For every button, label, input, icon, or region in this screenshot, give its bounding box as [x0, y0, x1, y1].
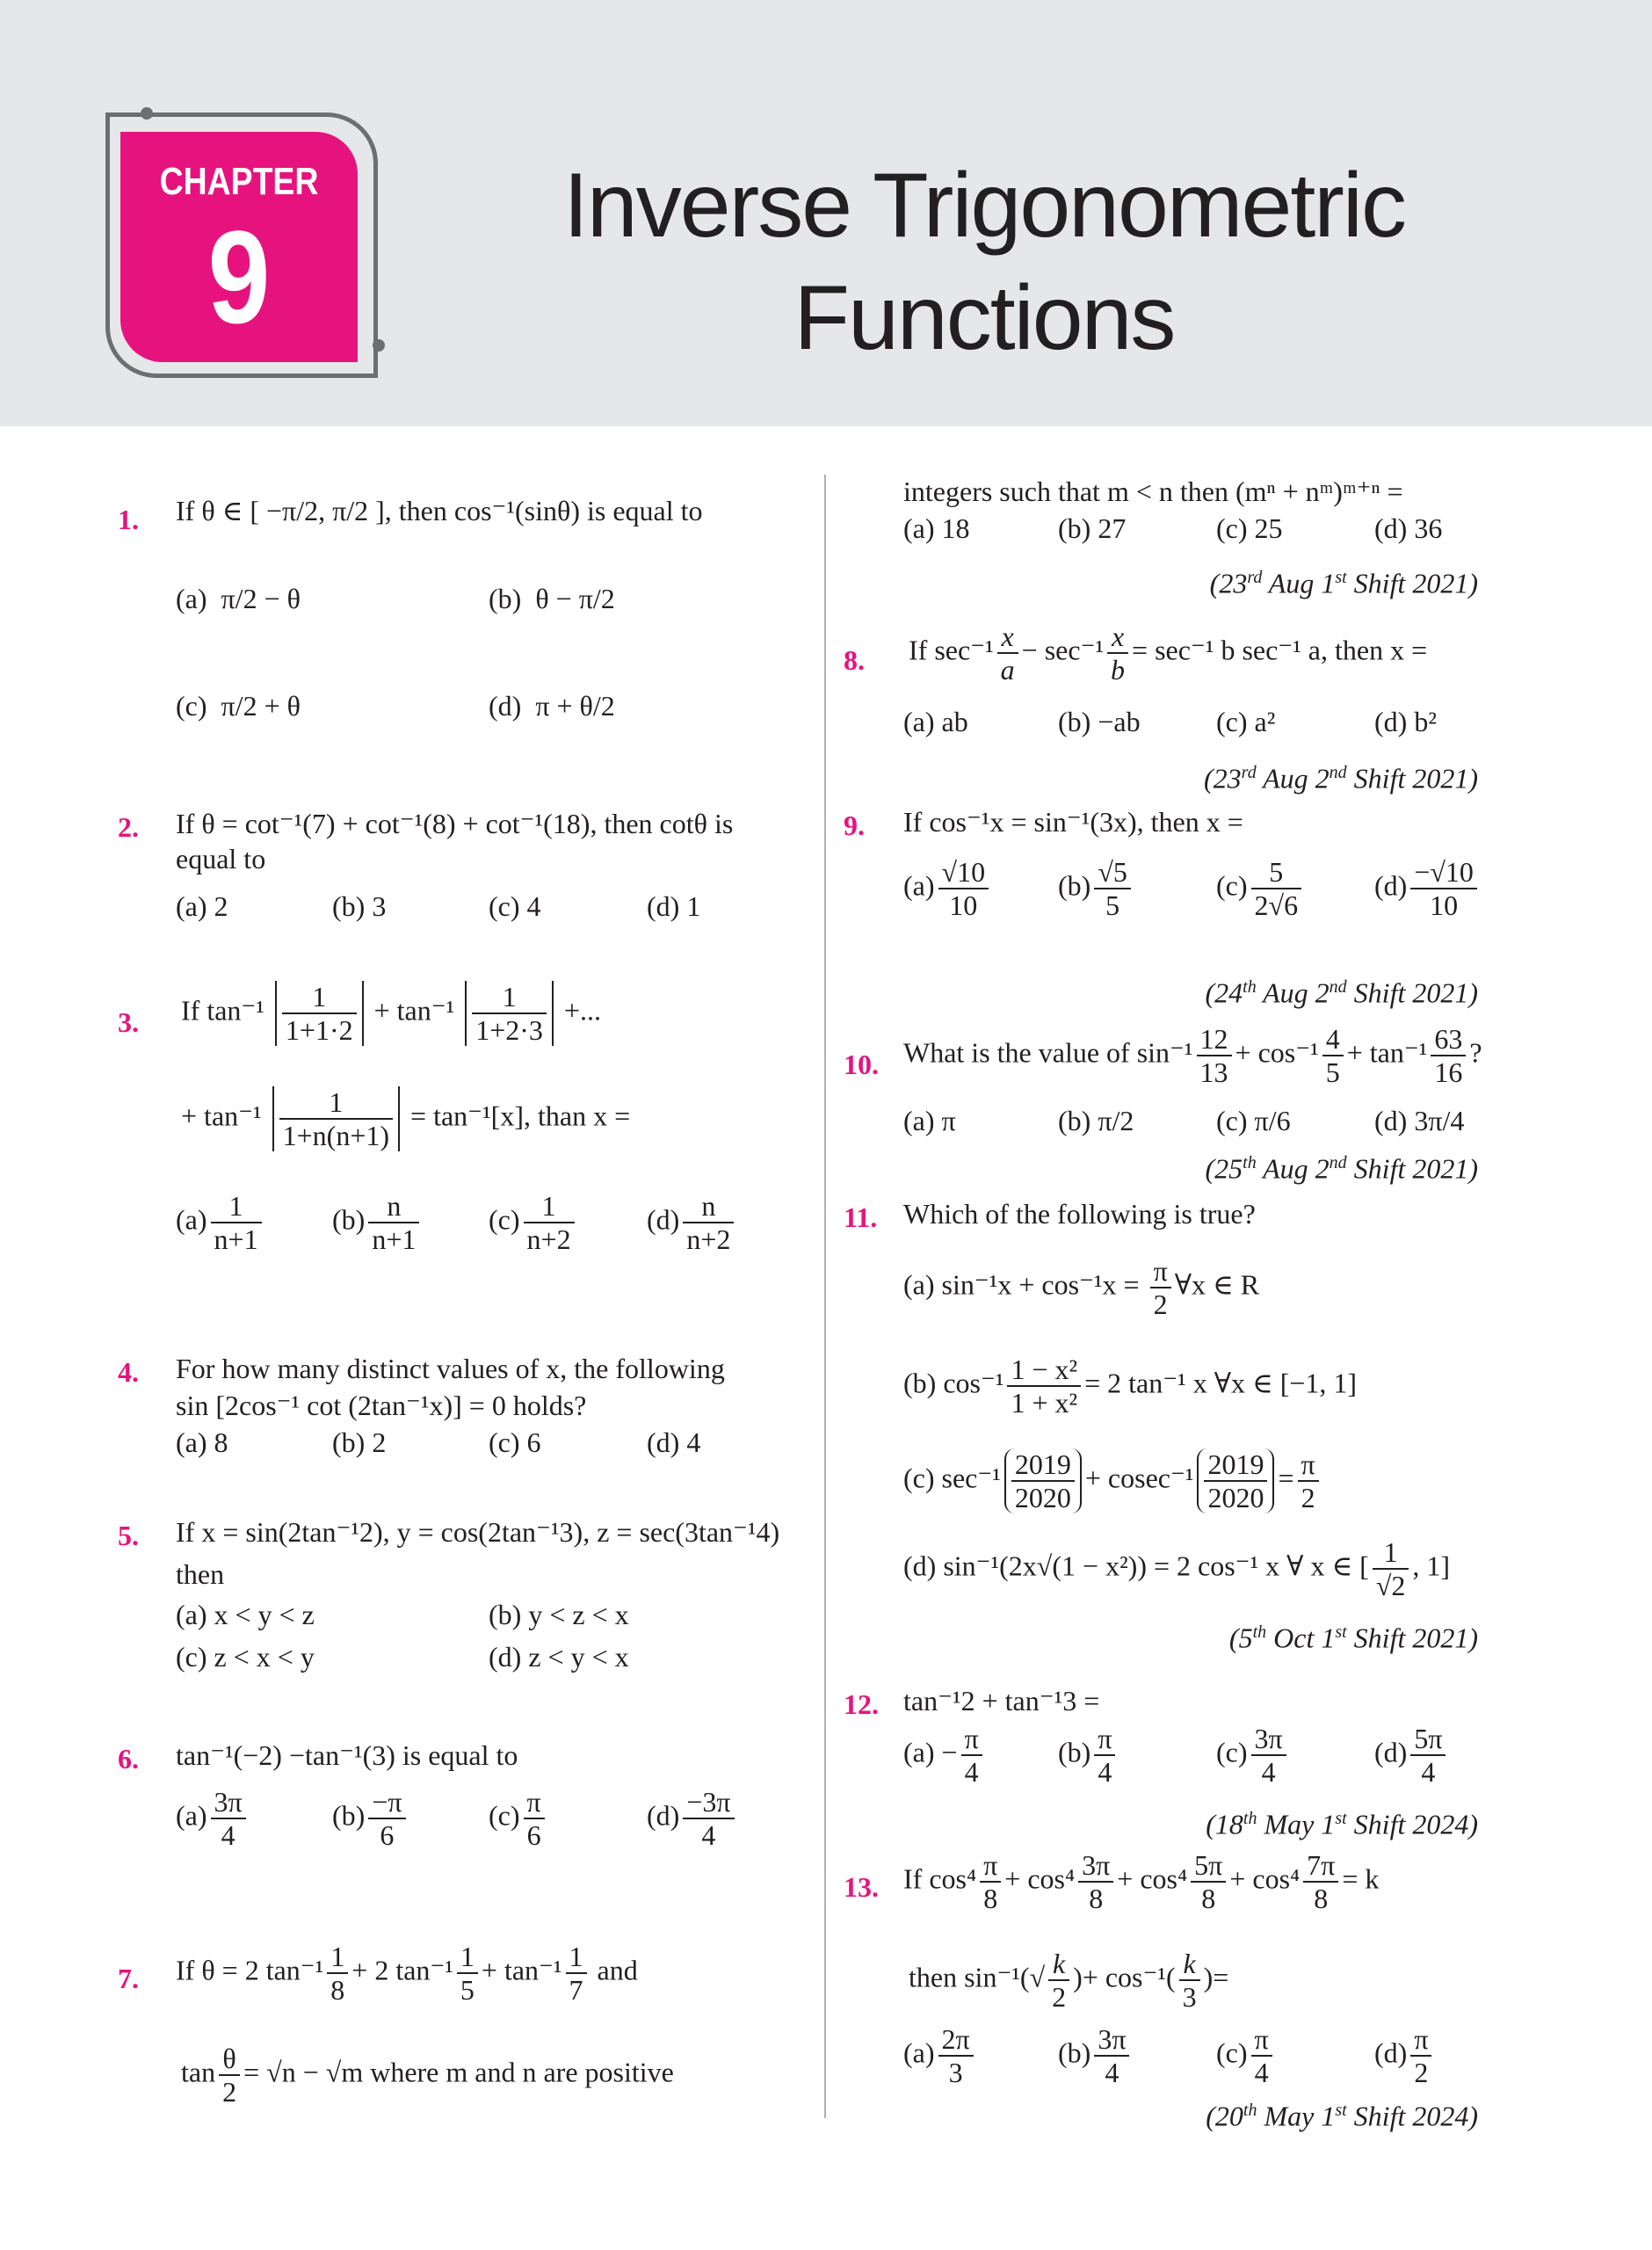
option-b: (b) $\frac{√5}{5}$: [1058, 856, 1134, 921]
option-a: (a) π: [903, 1105, 956, 1136]
question-number: 11.: [844, 1201, 878, 1233]
question-stem: If cos⁻¹x = sin⁻¹(3x), then x =: [903, 806, 1243, 838]
question-number: 8.: [844, 644, 865, 676]
question-number: 2.: [118, 811, 139, 843]
question-stem-cont: then sin⁻¹(√ $\frac{k}{2}$ )+ cos⁻¹( $\frac{k}{3}$ )=: [909, 1948, 1229, 2013]
option-a: (a) $\frac{√10}{10}$: [903, 856, 992, 921]
question-number: 6.: [118, 1743, 139, 1775]
option-a: (a) − $\frac{\pi}{4}$: [903, 1723, 986, 1788]
option-b: (b) $\frac{\pi}{4}$: [1058, 1723, 1119, 1788]
exam-source: (23rd Aug 2nd Shift 2021): [1204, 762, 1478, 795]
option-c: (c) 4: [489, 890, 541, 922]
question-stem: If sec⁻¹ $\frac{x}{a}$ − sec⁻¹ $\frac{x}{b}$ = sec⁻¹ b sec⁻¹ a, then x =: [909, 621, 1428, 686]
question-stem: If θ = cot⁻¹(7) + cot⁻¹(8) + cot⁻¹(18), then cotθ is: [176, 808, 734, 839]
option-b: (b) y < z < x: [489, 1599, 629, 1630]
question-stem-cont: then: [176, 1558, 225, 1590]
option-c: (c) π/6: [1216, 1105, 1291, 1136]
question-stem-cont: + tan⁻¹ $\frac{1}{1+n(n+1)}$ = tan⁻¹[x], than x =: [181, 1086, 631, 1151]
option-b: (b) θ − π/2: [489, 583, 615, 614]
option-d: (d) sin⁻¹(2x√(1 − x²)) = 2 cos⁻¹ x ∀ x ∈ [ $\frac{1}{√2}$ , 1]: [903, 1536, 1451, 1601]
option-b: (b) cos⁻¹ $\frac{\text{1 − x²}}{\text{1 + x²}}$ = 2 tan⁻¹ x ∀x ∈ [−1, 1]: [903, 1354, 1358, 1419]
option-b: (b) $\frac{-\pi}{6}$: [332, 1786, 409, 1851]
option-c: (c) sec⁻¹ $\frac{2019}{2020}$ + cosec⁻¹ $\frac{2019}{2020}$ = $\frac{\pi}{2}$: [903, 1448, 1322, 1513]
option-a: (a) $\frac{3\pi}{4}$: [176, 1786, 250, 1851]
option-d: (d) b²: [1374, 706, 1437, 737]
question-number: 13.: [844, 1871, 879, 1903]
option-c: (c) z < x < y: [176, 1641, 315, 1673]
question-stem: For how many distinct values of x, the following: [176, 1353, 725, 1384]
question-stem: If θ = 2 tan⁻¹ $\frac{1}{8}$ + 2 tan⁻¹ $\frac{1}{5}$ + tan⁻¹ $\frac{1}{7}$ and: [176, 1941, 638, 2006]
question-stem: If x = sin(2tan⁻¹2), y = cos(2tan⁻¹3), z = sec(3tan⁻¹4): [176, 1516, 780, 1548]
option-b: (b) π/2: [1058, 1105, 1134, 1136]
option-d: (d) $\frac{-3\pi}{4}$: [647, 1786, 738, 1851]
option-d: (d) 4: [647, 1426, 701, 1458]
option-b: (b) $\frac{n}{n+1}$: [332, 1190, 423, 1255]
option-a: (a) 8: [176, 1426, 228, 1458]
right-column: [826, 0, 1652, 2250]
option-c: (c) $\frac{3\pi}{4}$: [1216, 1723, 1290, 1788]
option-b: (b) 2: [332, 1426, 387, 1458]
chapter-number: 9: [207, 203, 271, 351]
exam-source: (23rd Aug 1st Shift 2021): [1209, 567, 1478, 599]
question-number: 12.: [844, 1688, 879, 1720]
question-stem: tan⁻¹2 + tan⁻¹3 =: [903, 1685, 1100, 1717]
exam-source: (20th May 1st Shift 2024): [1206, 2100, 1478, 2132]
question-number: 4.: [118, 1356, 139, 1388]
question-number: 5.: [118, 1520, 139, 1551]
exam-source: (18th May 1st Shift 2024): [1206, 1808, 1478, 1840]
question-stem: What is the value of sin⁻¹ $\frac{12}{13}$ + cos⁻¹ $\frac{4}{5}$ + tan⁻¹ $\frac{63}{16}$ ?: [903, 1023, 1482, 1088]
question-stem-cont: tan $\frac{\theta}{2}$ = √n − √m where m and n are positive: [181, 2043, 674, 2108]
question-stem-cont: sin [2cos⁻¹ cot (2tan⁻¹x)] = 0 holds?: [176, 1390, 587, 1421]
option-d: (d) $\frac{n}{n+2}$: [647, 1190, 737, 1255]
question-stem: If cos⁴ $\frac{\pi}{8}$ + cos⁴ $\frac{3\pi}{8}$ + cos⁴ $\frac{5\pi}{8}$ + cos⁴ $\frac{7\pi}{8}$ = k: [903, 1849, 1380, 1914]
option-d: (d) π + θ/2: [489, 690, 615, 722]
option-a: (a) x < y < z: [176, 1599, 315, 1630]
option-c: (c) π/2 + θ: [176, 690, 301, 722]
option-a: (a) sin⁻¹x + cos⁻¹x = $\frac{\pi}{2}$ ∀x ∈ R: [903, 1255, 1260, 1320]
question-stem: Which of the following is true?: [903, 1198, 1256, 1230]
option-a: (a) ab: [903, 706, 968, 737]
option-a: (a) $\frac{1}{n+1}$: [176, 1190, 265, 1255]
option-b: (b) 3: [332, 890, 387, 922]
option-b: (b) 27: [1058, 512, 1127, 544]
option-a: (a) $\frac{2\pi}{3}$: [903, 2023, 977, 2088]
option-c: (c) a²: [1216, 706, 1276, 737]
option-c: (c) 6: [489, 1426, 541, 1458]
question-stem: If θ ∈ [ −π/2, π/2 ], then cos⁻¹(sinθ) is equal to: [176, 495, 703, 526]
question-stem: If tan⁻¹ $\frac{1}{1+1\cdot 2}$ + tan⁻¹ $\frac{1}{1+2\cdot 3}$ +...: [181, 981, 601, 1046]
option-c: (c) $\frac{\pi}{6}$: [489, 1786, 548, 1851]
question-stem-cont: integers such that m < n then (mⁿ + nᵐ)ᵐ⁺ⁿ =: [903, 475, 1403, 507]
interval: [ −π/2, π/2 ]: [250, 495, 385, 526]
question-number: 3.: [118, 1006, 139, 1038]
option-a: (a) 2: [176, 890, 228, 922]
option-c: (c) $\frac{\pi}{4}$: [1216, 2023, 1276, 2088]
option-d: (d) 3π/4: [1374, 1105, 1465, 1136]
option-d: (d) $\frac{\pi}{2}$: [1374, 2023, 1435, 2088]
exam-source: (5th Oct 1st Shift 2021): [1228, 1622, 1478, 1654]
option-c: (c) $\frac{1}{n+2}$: [489, 1190, 578, 1255]
title-line-2: Functions: [793, 267, 1175, 369]
exam-source: (24th Aug 2nd Shift 2021): [1205, 976, 1478, 1009]
option-d: (d) $\frac{5\pi}{4}$: [1374, 1723, 1449, 1788]
option-c: (c) $\frac{5}{2√6}$: [1216, 856, 1305, 921]
question-stem-cont: equal to: [176, 843, 266, 875]
option-a: (a) π/2 − θ: [176, 583, 301, 614]
question-number: 9.: [844, 809, 865, 841]
option-a: (a) 18: [903, 512, 970, 544]
question-number: 10.: [844, 1049, 879, 1080]
question-number: 7.: [118, 1963, 139, 1994]
chapter-label: CHAPTER: [159, 160, 319, 203]
option-d: (d) 1: [647, 890, 701, 922]
option-d: (d) z < y < x: [489, 1641, 629, 1673]
option-d: (d) $\frac{-√10}{10}$: [1374, 856, 1481, 921]
option-b: (b) $\frac{3\pi}{4}$: [1058, 2023, 1133, 2088]
option-b: (b) −ab: [1058, 706, 1141, 737]
question-number: 1.: [118, 504, 139, 535]
question-stem: tan⁻¹(−2) −tan⁻¹(3) is equal to: [176, 1739, 518, 1771]
option-d: (d) 36: [1374, 512, 1443, 544]
exam-source: (25th Aug 2nd Shift 2021): [1205, 1152, 1478, 1185]
title-line-1: Inverse Trigonometric: [563, 155, 1405, 257]
option-c: (c) 25: [1216, 512, 1283, 544]
